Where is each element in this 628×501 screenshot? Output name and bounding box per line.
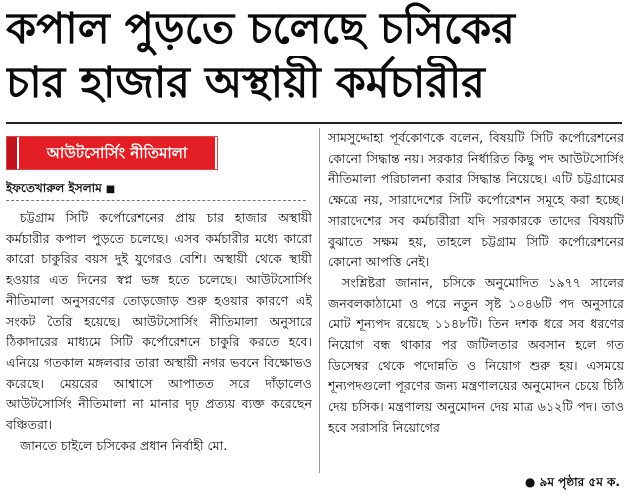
byline-author: ইফতেখারুল ইসলাম [6,181,102,195]
left-column [6,128,312,501]
section-tag-accent [7,137,17,169]
headline [6,2,626,110]
right-paragraph-1: সামসুদ্দোহা পূর্বকোণকে বলেন, বিষয়টি সিটি কর্পোরেশনের কোনো সিদ্ধান্ত নয়। সরকার নির্ধারিত কিছু পদ আউটসোর্সিং নীতিমালা পরিচালনা করার সিদ্ধান্ত নিয়েছে। এটি চট্টগ্রামের ক্ষেত্রে নয়, সারাদেশের সিটি কর্পোরেশন সমূহে করা হচ্ছে। সারাদেশের সব কর্মচারীরা যদি সরকারকে তাদের বিষয়টি বুঝাতে সক্ষম হয়, তাহলে চট্টগ্রাম সিটি কর্পোরেশনের কোনো আপত্তি নেই। [328,130,624,270]
right-column [328,128,624,501]
section-tag-label: আউটসোর্সিং নীতিমালা [19,137,215,169]
column-divider [319,128,320,473]
left-column-body [6,208,312,456]
byline-divider [6,200,306,201]
section-tag [6,136,218,170]
left-paragraph-1: চট্টগ্রাম সিটি কর্পোরেশনের প্রায় চার হাজার অস্থায়ী কর্মচারীর কপাল পুড়তে চলেছে। এসব কর্মচারীর মধ্যে কারো কারো চাকুরির বয়স দুই যুগেরও বেশি। অস্থায়ী থেকে স্থায়ী হওয়ার এত দিনের স্বপ্ন ভঙ্গ হতে চলেছে। আউটসোর্সিং নীতিমালা অনুসরণের তোড়জোড় শুরু হওয়ার কারণে এই সংকট তৈরি হয়েছে। আউটসোর্সিং নীতিমালা অনুসারে ঠিকাদারের মাধ্যমে সিটি কর্পোরেশনে চাকুরি করতে হবে। এনিয়ে গতকাল মঙ্গলবার তারা অস্থায়ী নগর ভবনে বিক্ষোভও করেছে। মেয়রের আশ্বাসে আপাতত সরে দাঁড়ালেও আউটসোর্সিং নীতিমালা না মানার দৃঢ় প্রত্যয় ব্যক্ত করেছেন বঞ্চিতরা। [6,210,312,433]
headline-rule [6,122,622,124]
byline-marker-icon: ■ [105,184,116,195]
right-paragraph-2: সংশ্লিষ্টরা জানান, চসিকে অনুমোদিত ১৯৭৭ সালের জনবলকাঠামো ও পরে নতুন সৃষ্ট ১০৪৬টি পদ অনুসারে মোট শূন্যপদ রয়েছে ১১৪৮টি। তিন দশক ধরে সব ধরণের নিয়োগ বন্ধ থাকার পর জটিলতার অবসান হলে গত ডিসেম্বর থেকে পদোন্নতি ও নিয়োগ শুরু হয়। এসময়ে শূন্যপদগুলো পূরণের জন্য মন্ত্রণালয়ের অনুমোদন চেয়ে চিঠি দেয় চসিক। মন্ত্রণালয় অনুমোদন দেয় মাত্র ৬১২টি পদ। তাও হবে সরাসরি নিয়োগের [328,274,624,435]
byline [6,180,115,200]
headline-line-1: কপাল পুড়তে চলেছে চসিকের [6,4,515,54]
left-paragraph-2: জানতে চাইলে চসিকের প্রধান নির্বাহী মো. [20,437,228,453]
continuation-note: ● ৯ম পৃষ্ঠার ৫ম ক. [524,475,620,489]
right-column-body [328,128,624,439]
headline-line-2: চার হাজার অস্থায়ী কর্মচারীর [6,58,485,108]
